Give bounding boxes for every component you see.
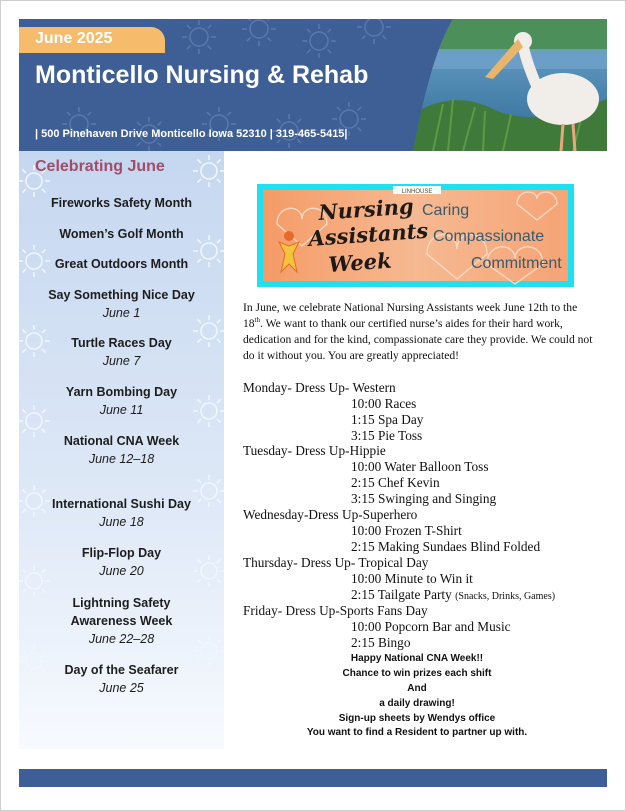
pelican-photo <box>413 19 607 151</box>
observance-item <box>19 194 224 212</box>
intro-text-start: In June, we celebrate National Nursing Assistants week June 12th to the 18 <box>243 301 578 330</box>
observance-item <box>19 334 224 370</box>
observance-item <box>19 661 224 697</box>
observance-date: June 22–28 <box>88 632 155 646</box>
banner-word-nursing: Nursing <box>317 193 415 225</box>
observance-name: Women’s Golf Month <box>59 227 184 241</box>
observance-item <box>19 594 224 648</box>
closing-line: a daily drawing! <box>379 698 455 709</box>
schedule-activity: 10:00 Popcorn Bar and Music <box>351 619 511 634</box>
observance-item <box>19 286 224 322</box>
banner-word-assistants: Assistants <box>307 217 429 251</box>
issue-date: June 2025 <box>35 30 113 47</box>
schedule-activity: 2:15 Making Sundaes Blind Folded <box>351 539 541 554</box>
observance-date: June 1 <box>102 306 141 320</box>
observance-name: Day of the Seafarer <box>64 663 179 677</box>
observance-name: Flip-Flop Day <box>81 546 162 560</box>
schedule-activity: 1:15 Spa Day <box>351 412 424 427</box>
observance-date: June 25 <box>99 681 144 695</box>
observance-name: Fireworks Safety Month <box>51 196 192 210</box>
schedule-activity: 10:00 Races <box>351 396 417 411</box>
closing-line: Chance to win prizes each shift <box>342 668 492 679</box>
banner-word-week: Week <box>327 247 393 277</box>
intro-paragraph <box>243 300 593 364</box>
banner-word-compassionate: Compassionate <box>433 228 545 245</box>
schedule-activity: 10:00 Frozen T-Shirt <box>351 523 462 538</box>
observance-name: Say Something Nice Day <box>48 288 195 302</box>
page-title: Monticello Nursing & Rehab <box>35 61 369 89</box>
sidebar-heading: Celebrating June <box>35 158 165 175</box>
observance-item <box>19 432 224 468</box>
observance-date: June 11 <box>99 403 144 417</box>
observance-item <box>19 255 224 273</box>
schedule-day-monday: Monday- Dress Up- Western <box>243 380 396 395</box>
address-line: | 500 Pinehaven Drive Monticello Iowa 52310 | 319-465-5415| <box>35 128 348 140</box>
observance-date: June 18 <box>99 515 144 529</box>
observance-name: Turtle Races Day <box>71 336 172 350</box>
footer-bar <box>19 769 607 787</box>
schedule-day-tuesday: Tuesday- Dress Up-Hippie <box>243 443 386 458</box>
schedule-day-thursday: Thursday- Dress Up- Tropical Day <box>243 555 429 570</box>
observance-name-line2: Awareness Week <box>70 614 173 628</box>
schedule-activity: 3:15 Swinging and Singing <box>351 491 497 506</box>
observance-name: Yarn Bombing Day <box>65 385 178 399</box>
closing-line: And <box>407 683 427 694</box>
closing-line: Happy National CNA Week!! <box>350 653 484 664</box>
banner-logo: LINHOUSE <box>401 189 433 195</box>
schedule-day-wednesday: Wednesday-Dress Up-Superhero <box>243 507 418 522</box>
schedule-activity-text: 2:15 Tailgate Party <box>351 587 452 602</box>
cna-week-banner <box>257 184 574 287</box>
schedule-activity: 3:15 Pie Toss <box>351 428 423 443</box>
observance-item <box>19 495 224 531</box>
schedule-activity: 10:00 Minute to Win it <box>351 571 473 586</box>
observance-name: International Sushi Day <box>52 497 191 511</box>
observance-date: June 12–18 <box>88 452 155 466</box>
observance-date: June 20 <box>99 564 144 578</box>
closing-line: Sign-up sheets by Wendys office <box>338 713 496 724</box>
observance-item <box>19 383 224 419</box>
schedule-activity: 2:15 Bingo <box>351 635 411 650</box>
schedule-activity-note: (Snacks, Drinks, Games) <box>455 591 556 602</box>
schedule-activity: 10:00 Water Balloon Toss <box>351 459 489 474</box>
schedule-day-friday: Friday- Dress Up-Sports Fans Day <box>243 603 428 618</box>
intro-superscript: th <box>254 316 261 325</box>
banner-word-caring: Caring <box>422 202 470 219</box>
observance-item <box>19 544 224 580</box>
intro-text-end: . We want to thank our certified nurse’s aides for their hard work, dedication and for the kind, compassionate care they provide. We could not do it without you. You are greatly appreciated! <box>243 317 593 362</box>
observance-name: National CNA Week <box>63 434 180 448</box>
observance-date: June 7 <box>102 354 141 368</box>
banner-word-commitment: Commitment <box>471 255 562 272</box>
closing-line: You want to find a Resident to partner up with. <box>306 727 528 738</box>
observance-item <box>19 225 224 243</box>
observance-name: Lightning Safety <box>72 596 171 610</box>
observance-name: Great Outdoors Month <box>54 257 189 271</box>
schedule-activity: 2:15 Chef Kevin <box>351 475 440 490</box>
